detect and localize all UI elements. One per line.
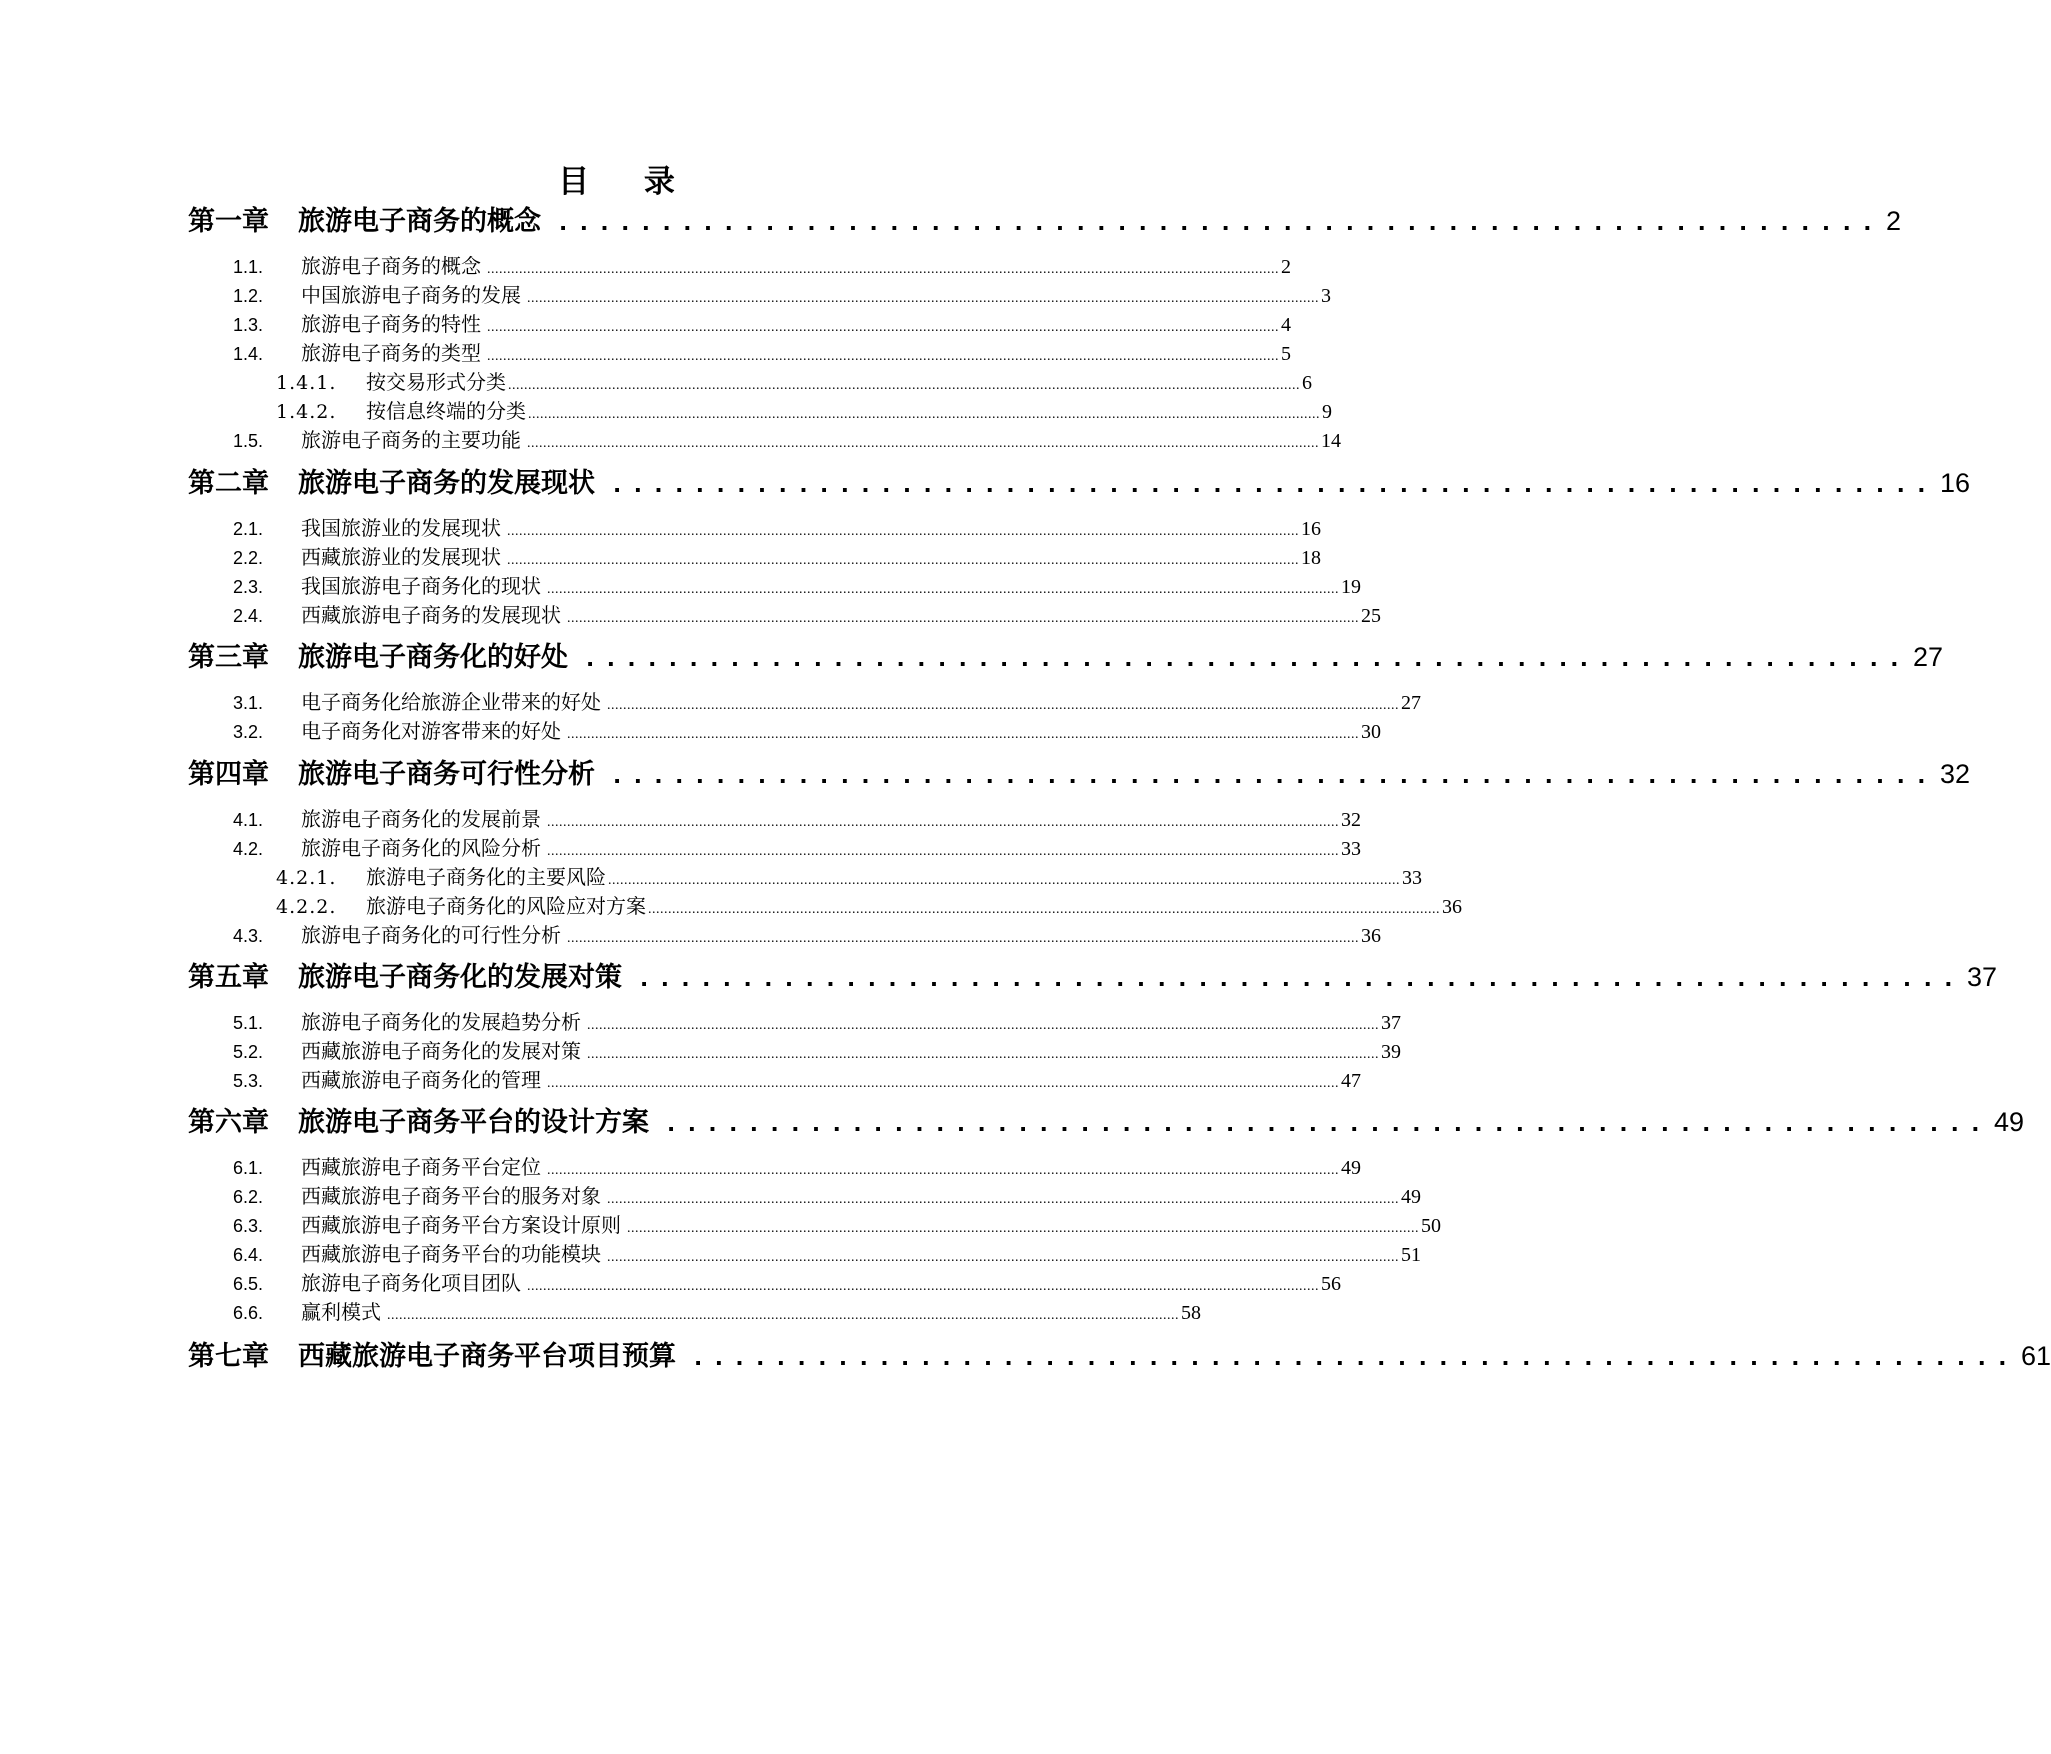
section-number: 2.3. [233,577,264,597]
page-number: 27 [1401,692,1421,714]
dot-leader: ...................................................................................................................................................................................................... [527,291,1319,306]
chapter-number: 第一章 [188,206,269,237]
toc-section[interactable] [0,281,1331,309]
page-number: 36 [1361,925,1381,947]
page-number: 51 [1401,1244,1421,1266]
section-title: 西藏旅游电子商务化的管理 [301,1068,541,1092]
section-number: 1.2. [233,286,264,306]
page-number: 16 [1301,518,1321,540]
subsection-title: 旅游电子商务化的风险应对方案 [366,894,646,918]
dot-leader: ...................................................................................................................................................................................................... [547,582,1339,597]
dot-leader: ...................................................................................................................................................................................................... [567,611,1359,626]
section-number: 5.3. [233,1071,264,1091]
toc-chapter[interactable] [0,960,1998,995]
subsection-number: 4.2.2. [276,896,337,918]
toc-section[interactable] [0,252,1291,280]
dot-leader: ...................................................................................................................................................................................................... [607,698,1399,713]
page-number: 18 [1301,547,1321,569]
page-number: 33 [1402,867,1422,889]
section-number: 6.2. [233,1187,264,1207]
section-title: 西藏旅游电子商务化的发展对策 [301,1039,581,1063]
toc-section[interactable] [0,1240,1421,1268]
chapter-number: 第二章 [188,468,269,499]
toc-section[interactable] [0,514,1321,542]
chapter-number: 第六章 [188,1107,269,1138]
page-number: 49 [1341,1157,1361,1179]
toc-section[interactable] [0,601,1381,629]
section-number: 1.5. [233,431,264,451]
page-number: 58 [1181,1302,1201,1324]
dot-leader: ...................................................................................................................................................................................................... [527,1279,1319,1294]
section-title: 旅游电子商务化的风险分析 [301,836,541,860]
chapter-number: 第三章 [188,642,269,673]
section-title: 赢利模式 [301,1300,381,1324]
section-title: 西藏旅游业的发展现状 [301,545,501,569]
page-number: 2 [1885,206,1901,236]
page-number: 27 [1912,642,1944,672]
dot-leader: ................................................................ [636,965,1961,995]
toc-chapter[interactable] [0,1105,2025,1140]
dot-leader: ...................................................................................................................................................................................................... [527,436,1319,451]
section-title: 旅游电子商务化的发展趋势分析 [301,1010,581,1034]
dot-leader: ...................................................................................................................................................................................................... [507,524,1299,539]
page-number: 30 [1361,721,1381,743]
toc-subsection[interactable] [0,397,1332,425]
page-number: 61 [2020,1341,2051,1371]
section-title: 我国旅游业的发展现状 [301,516,501,540]
section-title: 西藏旅游电子商务平台定位 [301,1155,541,1179]
section-number: 2.2. [233,548,264,568]
section-title: 我国旅游电子商务化的现状 [301,574,541,598]
page-number: 14 [1321,430,1341,452]
section-number: 6.1. [233,1158,264,1178]
section-number: 6.5. [233,1274,264,1294]
chapter-number: 第七章 [188,1341,269,1372]
page-number: 3 [1321,285,1331,307]
page-number: 49 [1401,1186,1421,1208]
dot-leader: ...................................................................................................................................................................................................... [627,1221,1419,1236]
toc-section[interactable] [0,805,1361,833]
section-title: 旅游电子商务化项目团队 [301,1271,521,1295]
chapter-title: 西藏旅游电子商务平台项目预算 [298,1341,676,1372]
page-number: 4 [1281,314,1291,336]
dot-leader: ................................................................ [582,645,1907,675]
section-number: 5.2. [233,1042,264,1062]
section-title: 西藏旅游电子商务的发展现状 [301,603,561,627]
section-title: 中国旅游电子商务的发展 [301,283,521,307]
dot-leader: ...................................................................................................................................................................................................... [547,1163,1339,1178]
section-title: 旅游电子商务化的发展前景 [301,807,541,831]
dot-leader: ................................................................ [555,209,1880,239]
section-number: 4.1. [233,810,264,830]
toc-chapter[interactable] [0,204,1901,239]
toc-section[interactable] [0,310,1291,338]
section-title: 旅游电子商务的主要功能 [301,428,521,452]
toc-section[interactable] [0,1066,1361,1094]
section-number: 6.6. [233,1303,264,1323]
toc-section[interactable] [0,1182,1421,1210]
dot-leader: ...................................................................................................................................................................................................... [567,727,1359,742]
dot-leader: ...................................................................................................................................................................................................... [587,1047,1379,1062]
toc-section[interactable] [0,717,1381,745]
chapter-title: 旅游电子商务化的发展对策 [298,962,622,993]
section-title: 旅游电子商务化的可行性分析 [301,923,561,947]
subsection-number: 1.4.1. [276,372,337,394]
section-number: 6.3. [233,1216,264,1236]
section-title: 西藏旅游电子商务平台方案设计原则 [301,1213,621,1237]
dot-leader: ................................................................ [690,1344,2015,1374]
section-number: 2.1. [233,519,264,539]
section-number: 1.3. [233,315,264,335]
toc-subsection[interactable] [0,368,1312,396]
toc-section[interactable] [0,426,1341,454]
section-number: 4.2. [233,839,264,859]
page-number: 5 [1281,343,1291,365]
dot-leader: ...................................................................................................................................................................................................... [587,1018,1379,1033]
dot-leader: ...................................................................................................................................................................................................... [547,1076,1339,1091]
page-number: 2 [1281,256,1291,278]
page-number: 39 [1381,1041,1401,1063]
dot-leader: ...................................................................................................................................................................................................... [608,873,1400,888]
dot-leader: ...................................................................................................................................................................................................... [547,815,1339,830]
section-number: 6.4. [233,1245,264,1265]
page-number: 19 [1341,576,1361,598]
toc-chapter[interactable] [0,1339,2051,1374]
page-number: 32 [1341,809,1361,831]
page-number: 47 [1341,1070,1361,1092]
page-number: 56 [1321,1273,1341,1295]
toc-section[interactable] [0,1008,1401,1036]
section-title: 西藏旅游电子商务平台的服务对象 [301,1184,601,1208]
toc-chapter[interactable] [0,757,1971,792]
chapter-title: 旅游电子商务化的好处 [298,642,568,673]
dot-leader: ...................................................................................................................................................................................................... [528,407,1320,422]
toc-section[interactable] [0,572,1361,600]
subsection-number: 1.4.2. [276,401,337,423]
toc-section[interactable] [0,921,1381,949]
chapter-title: 旅游电子商务的发展现状 [298,468,595,499]
chapter-number: 第四章 [188,759,269,790]
section-title: 电子商务化对游客带来的好处 [301,719,561,743]
dot-leader: ...................................................................................................................................................................................................... [387,1308,1179,1323]
section-number: 1.1. [233,257,264,277]
toc-section[interactable] [0,834,1361,862]
section-number: 4.3. [233,926,264,946]
dot-leader: ...................................................................................................................................................................................................... [508,378,1300,393]
dot-leader: ...................................................................................................................................................................................................... [547,844,1339,859]
dot-leader: ...................................................................................................................................................................................................... [507,553,1299,568]
page-number: 9 [1322,401,1332,423]
dot-leader: ................................................................ [609,471,1934,501]
toc-section[interactable] [0,688,1421,716]
dot-leader: ...................................................................................................................................................................................................... [487,320,1279,335]
section-title: 旅游电子商务的特性 [301,312,481,336]
page-number: 49 [1993,1107,2025,1137]
section-title: 旅游电子商务的概念 [301,254,481,278]
page-number: 50 [1421,1215,1441,1237]
toc-section[interactable] [0,543,1321,571]
toc-section[interactable] [0,1037,1401,1065]
toc-section[interactable] [0,1211,1441,1239]
subsection-title: 按信息终端的分类 [366,399,526,423]
dot-leader: ................................................................ [663,1110,1988,1140]
dot-leader: ...................................................................................................................................................................................................... [487,262,1279,277]
section-number: 2.4. [233,606,264,626]
page-number: 6 [1302,372,1312,394]
toc-section[interactable] [0,1269,1341,1297]
section-number: 3.2. [233,722,264,742]
toc-section[interactable] [0,339,1291,367]
page-number: 37 [1966,962,1998,992]
section-title: 西藏旅游电子商务平台的功能模块 [301,1242,601,1266]
page-title: 目 录 [558,164,697,200]
section-number: 5.1. [233,1013,264,1033]
chapter-title: 旅游电子商务平台的设计方案 [298,1107,649,1138]
dot-leader: ...................................................................................................................................................................................................... [567,931,1359,946]
chapter-number: 第五章 [188,962,269,993]
page-number: 33 [1341,838,1361,860]
toc-section[interactable] [0,1298,1241,1326]
page-number: 16 [1939,468,1971,498]
dot-leader: ...................................................................................................................................................................................................... [607,1192,1399,1207]
page-number: 36 [1442,896,1462,918]
page-number: 32 [1939,759,1971,789]
toc-section[interactable] [0,1153,1361,1181]
page-number: 37 [1381,1012,1401,1034]
toc-subsection[interactable] [0,863,1422,891]
dot-leader: ...................................................................................................................................................................................................... [487,349,1279,364]
dot-leader: ...................................................................................................................................................................................................... [648,902,1440,917]
chapter-title: 旅游电子商务可行性分析 [298,759,595,790]
subsection-number: 4.2.1. [276,867,337,889]
section-title: 电子商务化给旅游企业带来的好处 [301,690,601,714]
toc-subsection[interactable] [0,892,1462,920]
subsection-title: 按交易形式分类 [366,370,506,394]
dot-leader: ...................................................................................................................................................................................................... [607,1250,1399,1265]
subsection-title: 旅游电子商务化的主要风险 [366,865,606,889]
toc-chapter[interactable] [0,640,1944,675]
dot-leader: ................................................................ [609,762,1934,792]
chapter-title: 旅游电子商务的概念 [298,206,541,237]
page-number: 25 [1361,605,1381,627]
section-number: 3.1. [233,693,264,713]
section-title: 旅游电子商务的类型 [301,341,481,365]
section-number: 1.4. [233,344,264,364]
toc-chapter[interactable] [0,466,1971,501]
